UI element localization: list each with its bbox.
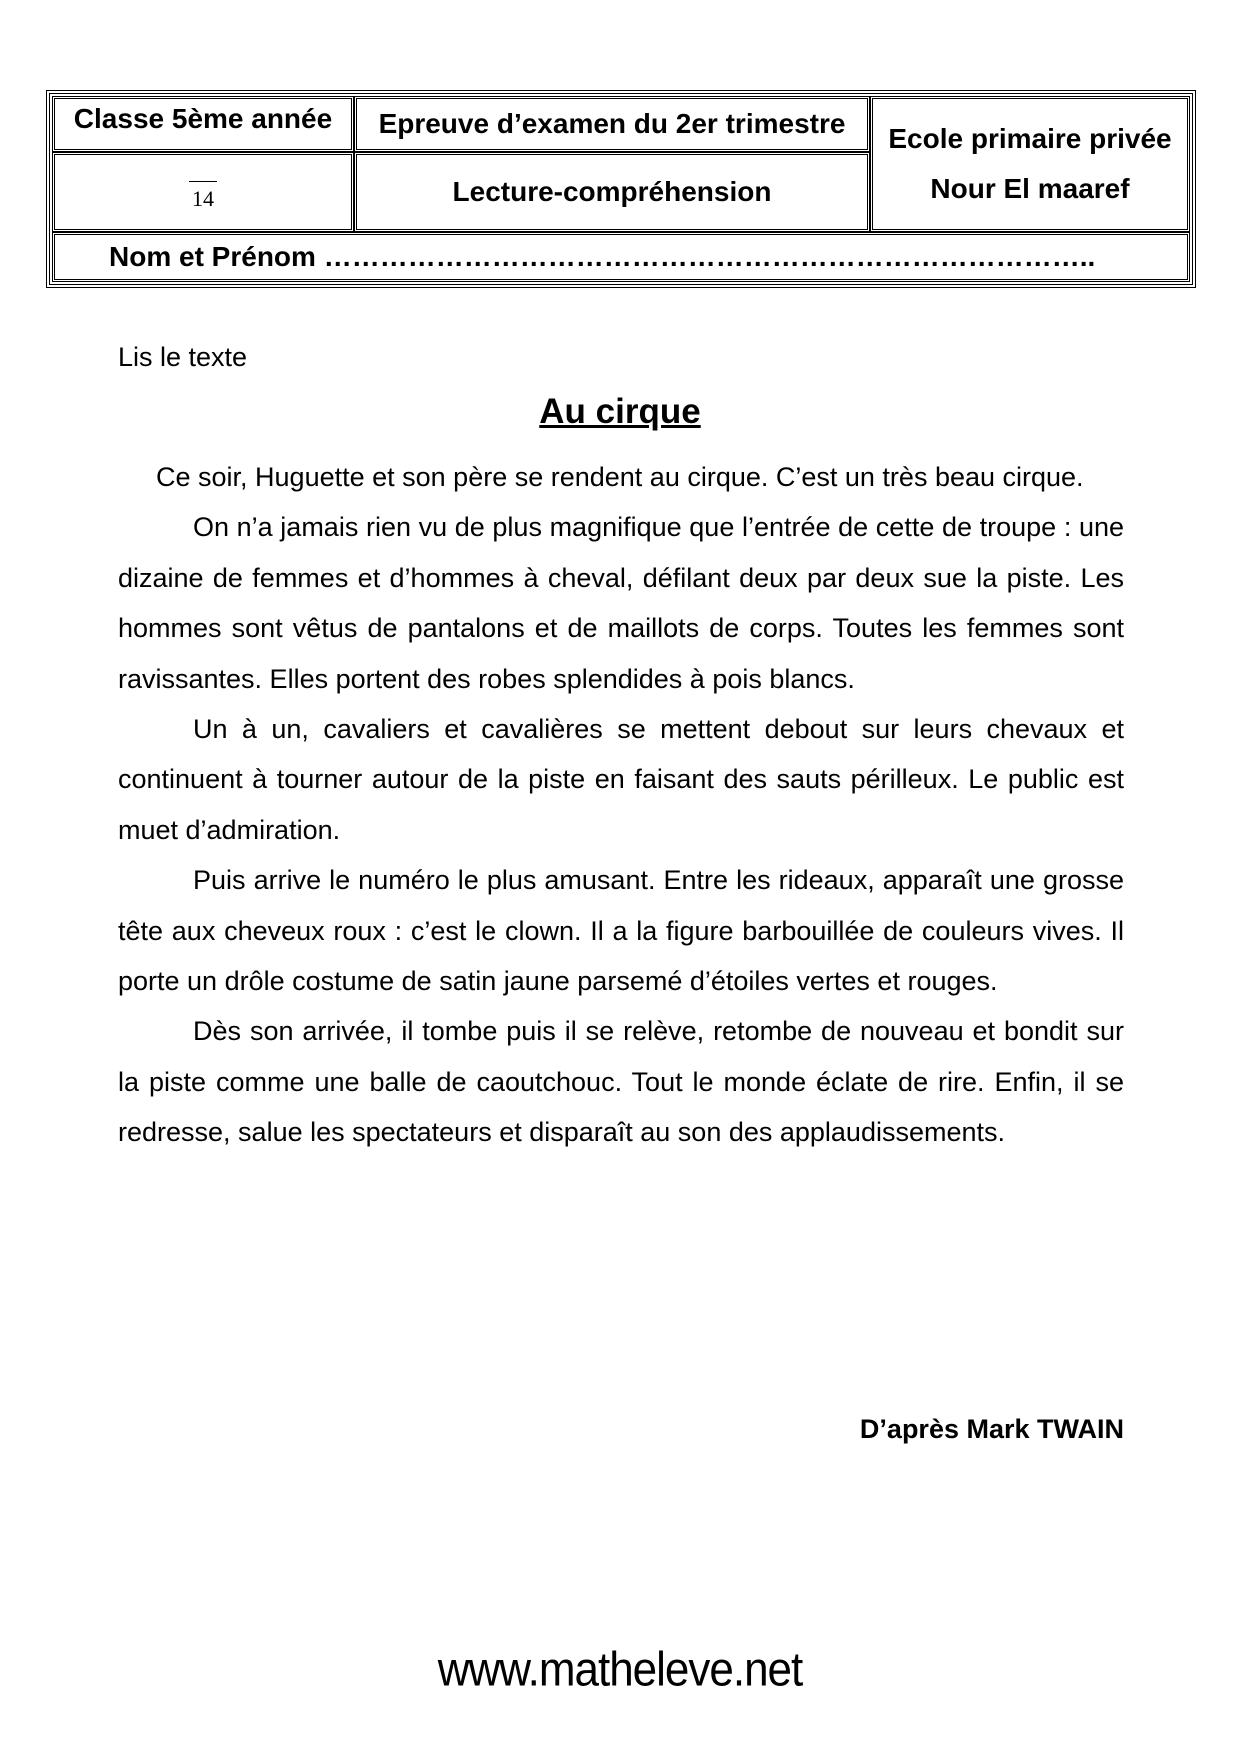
paragraph: Puis arrive le numéro le plus amusant. Entre les rideaux, apparaît une grosse tête aux cheveux roux : c’est le clown. Il a la figure barbouillée de couleurs vives. Il porte un drôle costume de satin jaune parsemé d’étoiles vertes et rouges. <box>118 865 1124 997</box>
class-cell <box>52 96 354 152</box>
reading-text <box>118 452 1124 1158</box>
exam-label: Epreuve d’examen du 2er trimestre <box>378 108 846 139</box>
subject-cell <box>354 152 870 232</box>
score-fraction-bar <box>189 181 217 182</box>
score-cell <box>52 152 354 232</box>
paragraph: Ce soir, Huguette et son père se rendent au cirque. C’est un très beau cirque. <box>156 462 1084 492</box>
score-denominator: 14 <box>192 185 214 211</box>
website-footer: www.matheleve.net <box>437 1642 803 1697</box>
header-table <box>52 96 1190 282</box>
author-credit: D’après Mark TWAIN <box>859 1414 1124 1444</box>
paragraph: Dès son arrivée, il tombe puis il se relève, retombe de nouveau et bondit sur la piste comme une balle de caoutchouc. Tout le monde éclate de rire. Enfin, il se redresse, salue les spectateurs et disparaît au son des applaudissements. <box>118 1016 1124 1148</box>
name-label: Nom et Prénom ……………………………………………………………………….. <box>109 241 1096 272</box>
school-line2: Nour El maaref <box>930 173 1130 204</box>
subject-label: Lecture-compréhension <box>452 176 772 207</box>
instruction: Lis le texte <box>118 342 248 372</box>
paragraph: On n’a jamais rien vu de plus magnifique que l’entrée de cette de troupe : une dizaine de femmes et d’hommes à cheval, défilant deux par deux sue la piste. Les hommes sont vêtus de pantalons et de maillots de corps. Toutes les femmes sont ravissantes. Elles portent des robes splendides à pois blancs. <box>118 512 1124 694</box>
class-label: Classe 5ème année <box>73 103 333 134</box>
school-line1: Ecole primaire privée <box>888 123 1172 154</box>
exam-cell <box>354 96 870 152</box>
name-cell <box>52 232 1190 282</box>
paragraph: Un à un, cavaliers et cavalières se mettent debout sur leurs chevaux et continuent à tourner autour de la piste en faisant des sauts périlleux. Le public est muet d’admiration. <box>118 714 1124 845</box>
text-title: Au cirque <box>539 392 701 431</box>
school-cell <box>870 96 1190 232</box>
